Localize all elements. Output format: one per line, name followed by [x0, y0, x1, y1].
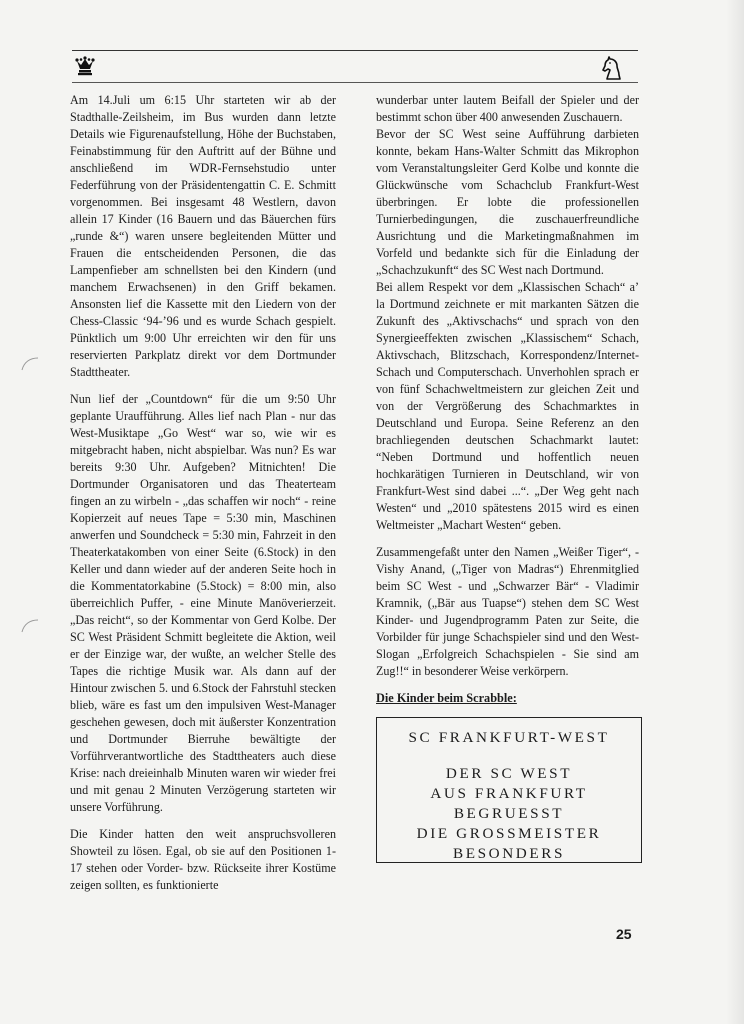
- paragraph: Am 14.Juli um 6:15 Uhr starteten wir ab der Stadthalle-Zeilsheim, im Bus wurden dann letzte Details wie Figurenaufstellung, Höhe der Buchstaben, Feinabstimmung für den Auftritt auf der Bühne und anschließend im WDR-Fernsehstudio unter Federführung von der Präsidentengattin C. E. Schmitt vorgenommen. Bei insgesamt 48 Westlern, davon allein 17 Kinder (16 Bauern und das Bäuerchen fürs „runde &“) waren unsere begleitenden Mütter und Frauen die entscheidenden Personen, die das Lampenfieber am schnellsten bei den Kindern (und manchem Erwachsenen) in den Griff bekamen. Ansonsten lief die Kassette mit den Liedern von der Chess-Classic ‘94-’96 und es wurde Schach gespielt. Pünktlich um 9:00 Uhr erreichten wir den für uns reservierten Parkplatz direkt vor dem Dortmunder Stadttheater.: [70, 93, 336, 379]
- page-edge-shadow: [726, 0, 744, 1024]
- banner-line: DER SC WEST: [445, 765, 573, 782]
- page-number: 25: [616, 926, 632, 942]
- banner-line: BEGRUESST: [453, 805, 565, 822]
- paragraph: Zusammengefaßt unter den Namen „Weißer Tiger“, - Vishy Anand, („Tiger von Madras“) Ehrenmitglied beim SC West - und „Schwarzer Bär“ - Vladimir Kramnik, („Bär aus Tuapse“) stehen dem SC West Kinder- und Jugendprogramm Paten zur Seite, die Vorbilder für junge Schachspieler sind und den West-Slogan „Erfolgreich Schachspielen - Sie sind am Zug!!“ in besonderer Weise verkörpern.: [376, 545, 639, 678]
- paragraph: Bevor der SC West seine Aufführung darbieten konnte, bekam Hans-Walter Schmitt das Mikrophon vom Veranstaltungsleiter Gerd Kolbe und konnte die Glückwünsche vom Schachclub Frankfurt-West überbringen. Er lobte die professionellen Turnierbedingungen, die zuschauerfreundliche Ausrichtung und die Marketingmaßnahmen im Vorfeld und bedankte sich für die Einladung der „Schachzukunft“ des SC West nach Dortmund.: [376, 127, 639, 277]
- header-rule-top: [72, 50, 638, 51]
- scrabble-banner: [376, 717, 642, 863]
- section-heading: Die Kinder beim Scrabble:: [376, 691, 517, 705]
- header-rule-bottom: [72, 82, 638, 83]
- banner-line: AUS FRANKFURT: [430, 785, 588, 802]
- right-column: [376, 92, 639, 863]
- paragraph: Die Kinder hatten den weit anspruchsvolleren Showteil zu lösen. Egal, ob sie auf den Positionen 1-17 stehen oder Vorder- bzw. Rückseite ihrer Kostüme zeigen sollten, es funktionierte: [70, 827, 336, 892]
- left-column: [70, 92, 336, 904]
- banner-line: DIE GROSSMEISTER: [416, 825, 602, 842]
- chess-knight-icon: [600, 56, 626, 82]
- paragraph: Nun lief der „Countdown“ für die um 9:50 Uhr geplante Uraufführung. Alles lief nach Plan - nur das West-Musiktape „Go West“ war so, wie wir es mitgebracht haben, nicht abspielbar. Was nun? Es war bereits 9:30 Uhr. Aufgeben? Mitnichten! Die Dortmunder Organisatoren und das Theaterteam fingen an zu wirbeln - „das schaffen wir noch“ - reine Kopierzeit auf neues Tape = 5:30 min, Maschinen anwerfen und Soundcheck = 5:30 min, Fahrzeit in den Theaterkatakomben von einer Seite (6.Stock) in den Keller und dann wieder auf der anderen Seite hoch in die Kommentatorkabine (5.Stock) = 8:00 min, also überreichlich Puffer, - eine Minute Manöverierzeit. „Das reicht“, so der Kommentar von Gerd Kolbe. Der SC West Präsident Schmitt begleitete die Aktion, weil er der Einzige war, der wußte, an welcher Stelle des Tapes die richtige Musik war. Als dann auf der Hintour zwischen 5. und 6.Stock der Fahrstuhl stecken blieb, wäre es fast um den impulsiven West-Manager geschehen gewesen, doch mit äußerster Konzentration und Dortmunder Bierruhe bewältigte der Vorführverantwortliche des Stadttheaters auch diese Krise: nach dreieinhalb Minuten waren wir wieder frei und mit genau 2 Minuten Verzögerung starteten wir unsere Vorführung.: [70, 392, 336, 814]
- chess-queen-icon: [74, 54, 96, 76]
- margin-mark: [18, 356, 40, 372]
- paragraph: wunderbar unter lautem Beifall der Spieler und der bestimmt schon über 400 anwesenden Zuschauern.: [376, 93, 639, 124]
- banner-line: BESONDERS: [452, 845, 565, 862]
- margin-mark: [18, 618, 40, 634]
- paragraph: Bei allem Respekt vor dem „Klassischen Schach“ a’ la Dortmund zeichnete er mit markanten Sätzen die Zukunft des „Aktivschachs“ und sprach von den Synergieeffekten zwischen „Klassischem“ Schach, Aktivschach, Blitzschach, Korrespondenz/Internet-Schach und Computerschach. Unverhohlen sprach er von fünf Schachweltmeistern zur gleichen Zeit und von der Vergrößerung des Schachmarktes in Deutschland und Europa. Seine Referenz an den brachliegenden deutschen Schachmarkt lautet: “Neben Dortmund und hoffentlich neuen hochkarätigen Turnieren in Deutschland, wir von Frankfurt-West sind dabei ...“. „Der Weg geht nach Westen“ und „2010 spätestens 2015 wird es einen Weltmeister „Machart Westen“ geben.: [376, 280, 639, 532]
- banner-title: SC FRANKFURT-WEST: [408, 729, 610, 746]
